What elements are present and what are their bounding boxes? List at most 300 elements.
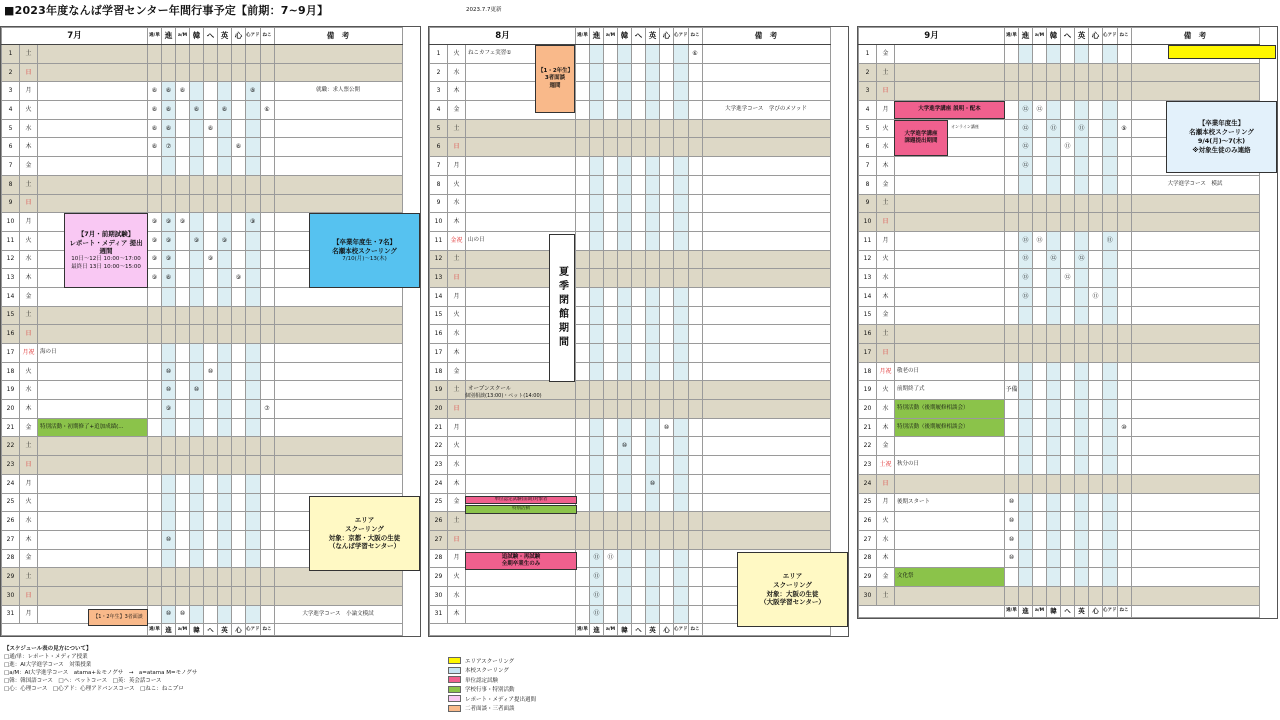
course-cell-ts [1005, 231, 1019, 250]
course-cell-kan [190, 474, 204, 493]
course-cell-ts: ⑩ [1005, 530, 1019, 549]
weekday: 土 [20, 568, 38, 587]
course-cell-kan [618, 175, 632, 194]
course-cell-he [1061, 101, 1075, 120]
notes-cell [274, 119, 402, 138]
course-cell-ts [576, 512, 590, 531]
day-number: 21 [430, 418, 448, 437]
course-cell-ts [148, 493, 162, 512]
course-cell-kan [1047, 138, 1061, 157]
course-cell-shin [162, 512, 176, 531]
course-cell-am [1033, 119, 1047, 138]
day-row [430, 344, 831, 363]
course-cell-neko [260, 549, 274, 568]
course-cell-shi [1089, 512, 1103, 531]
course-cell-adv [1103, 269, 1118, 288]
course-cell-am [176, 250, 190, 269]
course-cell-adv [246, 568, 261, 587]
course-cell-shin [590, 474, 604, 493]
course-cell-shin [590, 418, 604, 437]
course-cell-he [632, 344, 646, 363]
weekday: 土 [448, 250, 466, 269]
course-cell-shi [660, 437, 674, 456]
course-cell-ts: ⑧ [148, 82, 162, 101]
col-footer-kan: 韓 [190, 624, 204, 636]
day-row [430, 213, 831, 232]
day-number: 1 [859, 45, 877, 64]
day-row [430, 456, 831, 475]
legend-line: □通/単：レポート・メディア授業 [4, 653, 88, 660]
course-cell-adv [674, 344, 689, 363]
course-cell-adv [674, 138, 689, 157]
course-cell-adv [1103, 157, 1118, 176]
course-cell-kan [618, 325, 632, 344]
weekday: 月 [877, 493, 895, 512]
event-cell [38, 381, 148, 400]
course-cell-ts [148, 306, 162, 325]
course-cell-kan [618, 82, 632, 101]
box-line: 【1・2年生】 [538, 67, 574, 74]
course-cell-adv [246, 306, 261, 325]
course-cell-neko [688, 605, 702, 624]
event-cell: 前期終了式 [895, 381, 1005, 400]
weekday: 土 [448, 119, 466, 138]
course-cell-kan [190, 362, 204, 381]
course-cell-neko [1117, 82, 1131, 101]
course-cell-neko [260, 474, 274, 493]
day-number: 6 [430, 138, 448, 157]
day-number: 17 [2, 344, 20, 363]
course-cell-kan [1047, 568, 1061, 587]
day-row [430, 512, 831, 531]
weekday: 木 [20, 269, 38, 288]
course-cell-shi [232, 157, 246, 176]
course-cell-neko [260, 325, 274, 344]
course-cell-ei [218, 63, 232, 82]
course-cell-he [632, 306, 646, 325]
weekday: 土 [20, 175, 38, 194]
box-line: 名瀬本校スクーリング [332, 246, 397, 255]
course-cell-neko [260, 175, 274, 194]
legend-entry [448, 704, 536, 714]
weekday: 火 [20, 493, 38, 512]
course-cell-shi [1089, 568, 1103, 587]
course-cell-kan [1047, 530, 1061, 549]
course-cell-ei [646, 250, 660, 269]
day-row [430, 231, 831, 250]
day-row [430, 138, 831, 157]
course-cell-adv [1103, 381, 1118, 400]
course-cell-adv [246, 344, 261, 363]
day-row [859, 362, 1260, 381]
course-cell-shi [660, 157, 674, 176]
day-number: 20 [859, 400, 877, 419]
course-cell-shi [1089, 456, 1103, 475]
notes-cell [1131, 512, 1259, 531]
notes-cell [274, 474, 402, 493]
weekday: 金 [877, 175, 895, 194]
course-cell-adv [674, 194, 689, 213]
course-cell-am [1033, 45, 1047, 64]
course-cell-neko [1117, 586, 1131, 605]
event-cell [38, 362, 148, 381]
col-footer-ts: 通/単 [576, 624, 590, 636]
day-number: 22 [859, 437, 877, 456]
course-cell-shi [232, 344, 246, 363]
day-row [859, 400, 1260, 419]
course-cell-shin [162, 63, 176, 82]
event-cell [895, 549, 1005, 568]
sep-yellow-top [1168, 45, 1276, 59]
notes-cell [702, 418, 830, 437]
col-footer-am: a/M [604, 624, 618, 636]
day-number: 16 [2, 325, 20, 344]
col-header-am: a/M [176, 28, 190, 45]
event-cell: オープンスクール [466, 381, 576, 400]
course-cell-ts [1005, 63, 1019, 82]
course-cell-ts [1005, 418, 1019, 437]
course-cell-adv [674, 119, 689, 138]
event-cell [466, 568, 576, 587]
event-cell [38, 568, 148, 587]
course-cell-he [204, 45, 218, 64]
day-row [430, 63, 831, 82]
course-cell-am [1033, 82, 1047, 101]
course-cell-he [1061, 63, 1075, 82]
legend-swatch [448, 676, 461, 683]
course-cell-adv [674, 63, 689, 82]
course-cell-shin [162, 325, 176, 344]
course-cell-ei [646, 344, 660, 363]
notes-cell [1131, 250, 1259, 269]
course-cell-neko [260, 512, 274, 531]
day-number: 23 [2, 456, 20, 475]
course-cell-adv [674, 175, 689, 194]
summer-closure-box: 夏季閉館期間 [549, 234, 575, 382]
course-cell-adv [1103, 362, 1118, 381]
notes-cell [1131, 344, 1259, 363]
notes-cell [702, 474, 830, 493]
legend-text [4, 646, 197, 694]
course-cell-am [604, 400, 618, 419]
event-cell [38, 400, 148, 419]
course-cell-am [1033, 194, 1047, 213]
course-cell-ei [218, 456, 232, 475]
course-cell-ei [646, 287, 660, 306]
course-cell-adv [674, 381, 689, 400]
course-cell-am [176, 437, 190, 456]
course-cell-shin: ⑩ [162, 530, 176, 549]
course-cell-adv [246, 45, 261, 64]
course-cell-am [604, 474, 618, 493]
course-cell-kan: ⑫ [1047, 250, 1061, 269]
notes-cell [274, 138, 402, 157]
course-cell-kan [190, 306, 204, 325]
course-cell-he [1061, 400, 1075, 419]
day-row [2, 306, 403, 325]
day-number: 28 [2, 549, 20, 568]
course-cell-neko [260, 82, 274, 101]
course-cell-am [1033, 437, 1047, 456]
event-cell [466, 175, 576, 194]
course-cell-neko [1117, 287, 1131, 306]
notes-cell [274, 344, 402, 363]
weekday: 金祝 [448, 231, 466, 250]
course-cell-neko [260, 437, 274, 456]
weekday: 木 [877, 287, 895, 306]
course-cell-shin [590, 269, 604, 288]
course-cell-adv [674, 157, 689, 176]
course-cell-shi [232, 213, 246, 232]
notes-cell [1131, 437, 1259, 456]
course-cell-adv [1103, 530, 1118, 549]
col-footer-ei: 英 [1075, 605, 1089, 617]
course-cell-shi [660, 82, 674, 101]
course-cell-ts: ⑨ [148, 213, 162, 232]
col-footer-he: へ [632, 624, 646, 636]
day-row [859, 456, 1260, 475]
notes-cell [702, 381, 830, 400]
course-cell-ei [218, 474, 232, 493]
day-row [430, 325, 831, 344]
weekday: 火 [448, 175, 466, 194]
course-cell-adv [246, 456, 261, 475]
course-cell-he [204, 175, 218, 194]
course-cell-kan [1047, 82, 1061, 101]
course-cell-adv [674, 474, 689, 493]
legend-entry [448, 694, 536, 704]
course-cell-he [632, 45, 646, 64]
course-cell-ts [148, 605, 162, 624]
course-cell-kan [618, 269, 632, 288]
event-cell [38, 456, 148, 475]
course-cell-am [604, 213, 618, 232]
day-number: 31 [2, 605, 20, 624]
course-cell-ts [148, 456, 162, 475]
course-cell-ts [1005, 157, 1019, 176]
course-cell-am [1033, 138, 1047, 157]
course-cell-neko [688, 213, 702, 232]
course-cell-ts [1005, 175, 1019, 194]
course-cell-am [176, 344, 190, 363]
course-cell-shi [232, 325, 246, 344]
course-cell-neko [688, 474, 702, 493]
course-cell-ei [1075, 437, 1089, 456]
course-cell-ts [1005, 456, 1019, 475]
day-row [2, 157, 403, 176]
course-cell-shin [1019, 474, 1033, 493]
course-cell-kan [1047, 493, 1061, 512]
course-cell-kan [618, 605, 632, 624]
course-cell-kan [618, 119, 632, 138]
day-number: 5 [430, 119, 448, 138]
course-cell-am [1033, 269, 1047, 288]
course-cell-am [604, 306, 618, 325]
event-cell: 海の日 [38, 344, 148, 363]
course-cell-ts [576, 605, 590, 624]
col-footer-neko: ねこ [260, 624, 274, 636]
course-cell-shin [1019, 568, 1033, 587]
notes-cell [274, 418, 402, 437]
course-cell-am [604, 119, 618, 138]
course-cell-shi [232, 45, 246, 64]
month-header: 8月 [430, 28, 576, 45]
course-cell-adv [674, 287, 689, 306]
course-cell-neko [688, 325, 702, 344]
course-cell-neko: ⑩ [1117, 418, 1131, 437]
day-row [859, 437, 1260, 456]
course-cell-neko [260, 418, 274, 437]
box-line: 大学進学講座 [904, 130, 938, 137]
course-cell-shin [162, 586, 176, 605]
legend-label: レポート・メディア提出週間 [465, 696, 537, 703]
course-cell-shi [232, 119, 246, 138]
course-cell-ei [646, 418, 660, 437]
course-cell-shin [590, 512, 604, 531]
course-cell-shi [660, 213, 674, 232]
day-row [2, 101, 403, 120]
course-cell-kan [618, 549, 632, 568]
day-row [2, 418, 403, 437]
notes-cell [274, 586, 402, 605]
course-cell-shi [1089, 231, 1103, 250]
course-cell-shin [1019, 530, 1033, 549]
notes-cell [274, 362, 402, 381]
course-cell-neko [1117, 474, 1131, 493]
course-cell-shi [232, 175, 246, 194]
weekday: 金 [20, 157, 38, 176]
course-cell-kan: ⑩ [190, 381, 204, 400]
course-cell-kan [618, 474, 632, 493]
course-cell-am [1033, 530, 1047, 549]
course-cell-adv [1103, 568, 1118, 587]
course-cell-am [604, 493, 618, 512]
day-row [859, 231, 1260, 250]
course-cell-ts: ⑧ [148, 101, 162, 120]
course-cell-ei [646, 456, 660, 475]
course-cell-shi [660, 474, 674, 493]
legend-entry [448, 656, 536, 666]
weekday: 火 [877, 381, 895, 400]
course-cell-shi [232, 493, 246, 512]
event-cell [38, 138, 148, 157]
course-cell-am [604, 101, 618, 120]
course-cell-neko [1117, 250, 1131, 269]
weekday: 月 [448, 418, 466, 437]
course-cell-shi [1089, 306, 1103, 325]
course-cell-neko [688, 119, 702, 138]
course-cell-kan [618, 213, 632, 232]
course-cell-kan [190, 418, 204, 437]
day-number: 3 [2, 82, 20, 101]
course-cell-ei [1075, 586, 1089, 605]
course-cell-kan [190, 493, 204, 512]
course-cell-he [1061, 512, 1075, 531]
course-cell-shi [232, 586, 246, 605]
day-number: 3 [859, 82, 877, 101]
aug-area-schooling-box [737, 552, 848, 627]
legend-line: □心：心理コース □心アド：心理アドバンスコース □ねこ：ねこプロ [4, 685, 184, 692]
event-cell: 特別活動・初期修了+追加成績(... [38, 418, 148, 437]
notes-cell [1131, 418, 1259, 437]
course-cell-kan [1047, 306, 1061, 325]
course-cell-he [1061, 549, 1075, 568]
course-cell-shin [590, 45, 604, 64]
course-cell-am [604, 568, 618, 587]
course-cell-am [604, 175, 618, 194]
notes-cell [1131, 213, 1259, 232]
course-cell-he [632, 549, 646, 568]
course-cell-ts: ⑩ [1005, 493, 1019, 512]
course-cell-kan [1047, 418, 1061, 437]
weekday: 金 [20, 549, 38, 568]
course-cell-ts [576, 549, 590, 568]
course-cell-kan [618, 344, 632, 363]
course-cell-shi: ⑨ [232, 269, 246, 288]
weekday: 木 [877, 549, 895, 568]
course-cell-am [1033, 362, 1047, 381]
course-cell-kan [1047, 586, 1061, 605]
course-cell-ei [1075, 45, 1089, 64]
aug-activity-bar: 特別活動 [465, 505, 577, 514]
day-row [859, 381, 1260, 400]
course-cell-adv [246, 231, 261, 250]
weekday: 金 [448, 493, 466, 512]
course-cell-shin [590, 157, 604, 176]
day-row [430, 119, 831, 138]
course-cell-kan [618, 512, 632, 531]
course-cell-kan [1047, 400, 1061, 419]
course-cell-shi [232, 381, 246, 400]
day-row [430, 82, 831, 101]
notes-cell [1131, 493, 1259, 512]
course-cell-neko: ⑨ [1117, 119, 1131, 138]
day-number: 28 [859, 549, 877, 568]
col-header-notes: 備 考 [702, 28, 830, 45]
event-cell [38, 530, 148, 549]
course-cell-ei [218, 194, 232, 213]
col-header-he: へ [632, 28, 646, 45]
course-cell-shin [162, 157, 176, 176]
course-cell-ei [218, 157, 232, 176]
course-cell-shin [590, 530, 604, 549]
course-cell-shin [162, 287, 176, 306]
course-cell-ei [646, 119, 660, 138]
legend-line: □韓：韓国語コース □へ：ペットコース □英：英会話コース [4, 677, 162, 684]
course-cell-ts [576, 306, 590, 325]
event-cell [38, 119, 148, 138]
course-cell-am [176, 362, 190, 381]
day-number: 8 [430, 175, 448, 194]
day-number: 29 [859, 568, 877, 587]
course-cell-am [176, 119, 190, 138]
course-cell-ei [646, 138, 660, 157]
day-number: 30 [859, 586, 877, 605]
box-line: 【卒業年度生・7名】 [332, 238, 397, 247]
col-header-ei: 英 [218, 28, 232, 45]
course-cell-shin [162, 474, 176, 493]
course-cell-shi [660, 549, 674, 568]
course-cell-ei [1075, 493, 1089, 512]
course-cell-adv [246, 194, 261, 213]
course-cell-neko [260, 306, 274, 325]
weekday: 月 [448, 287, 466, 306]
notes-cell [702, 63, 830, 82]
course-cell-ts [148, 549, 162, 568]
course-cell-adv [246, 474, 261, 493]
notes-cell [1131, 586, 1259, 605]
course-cell-neko [260, 605, 274, 624]
